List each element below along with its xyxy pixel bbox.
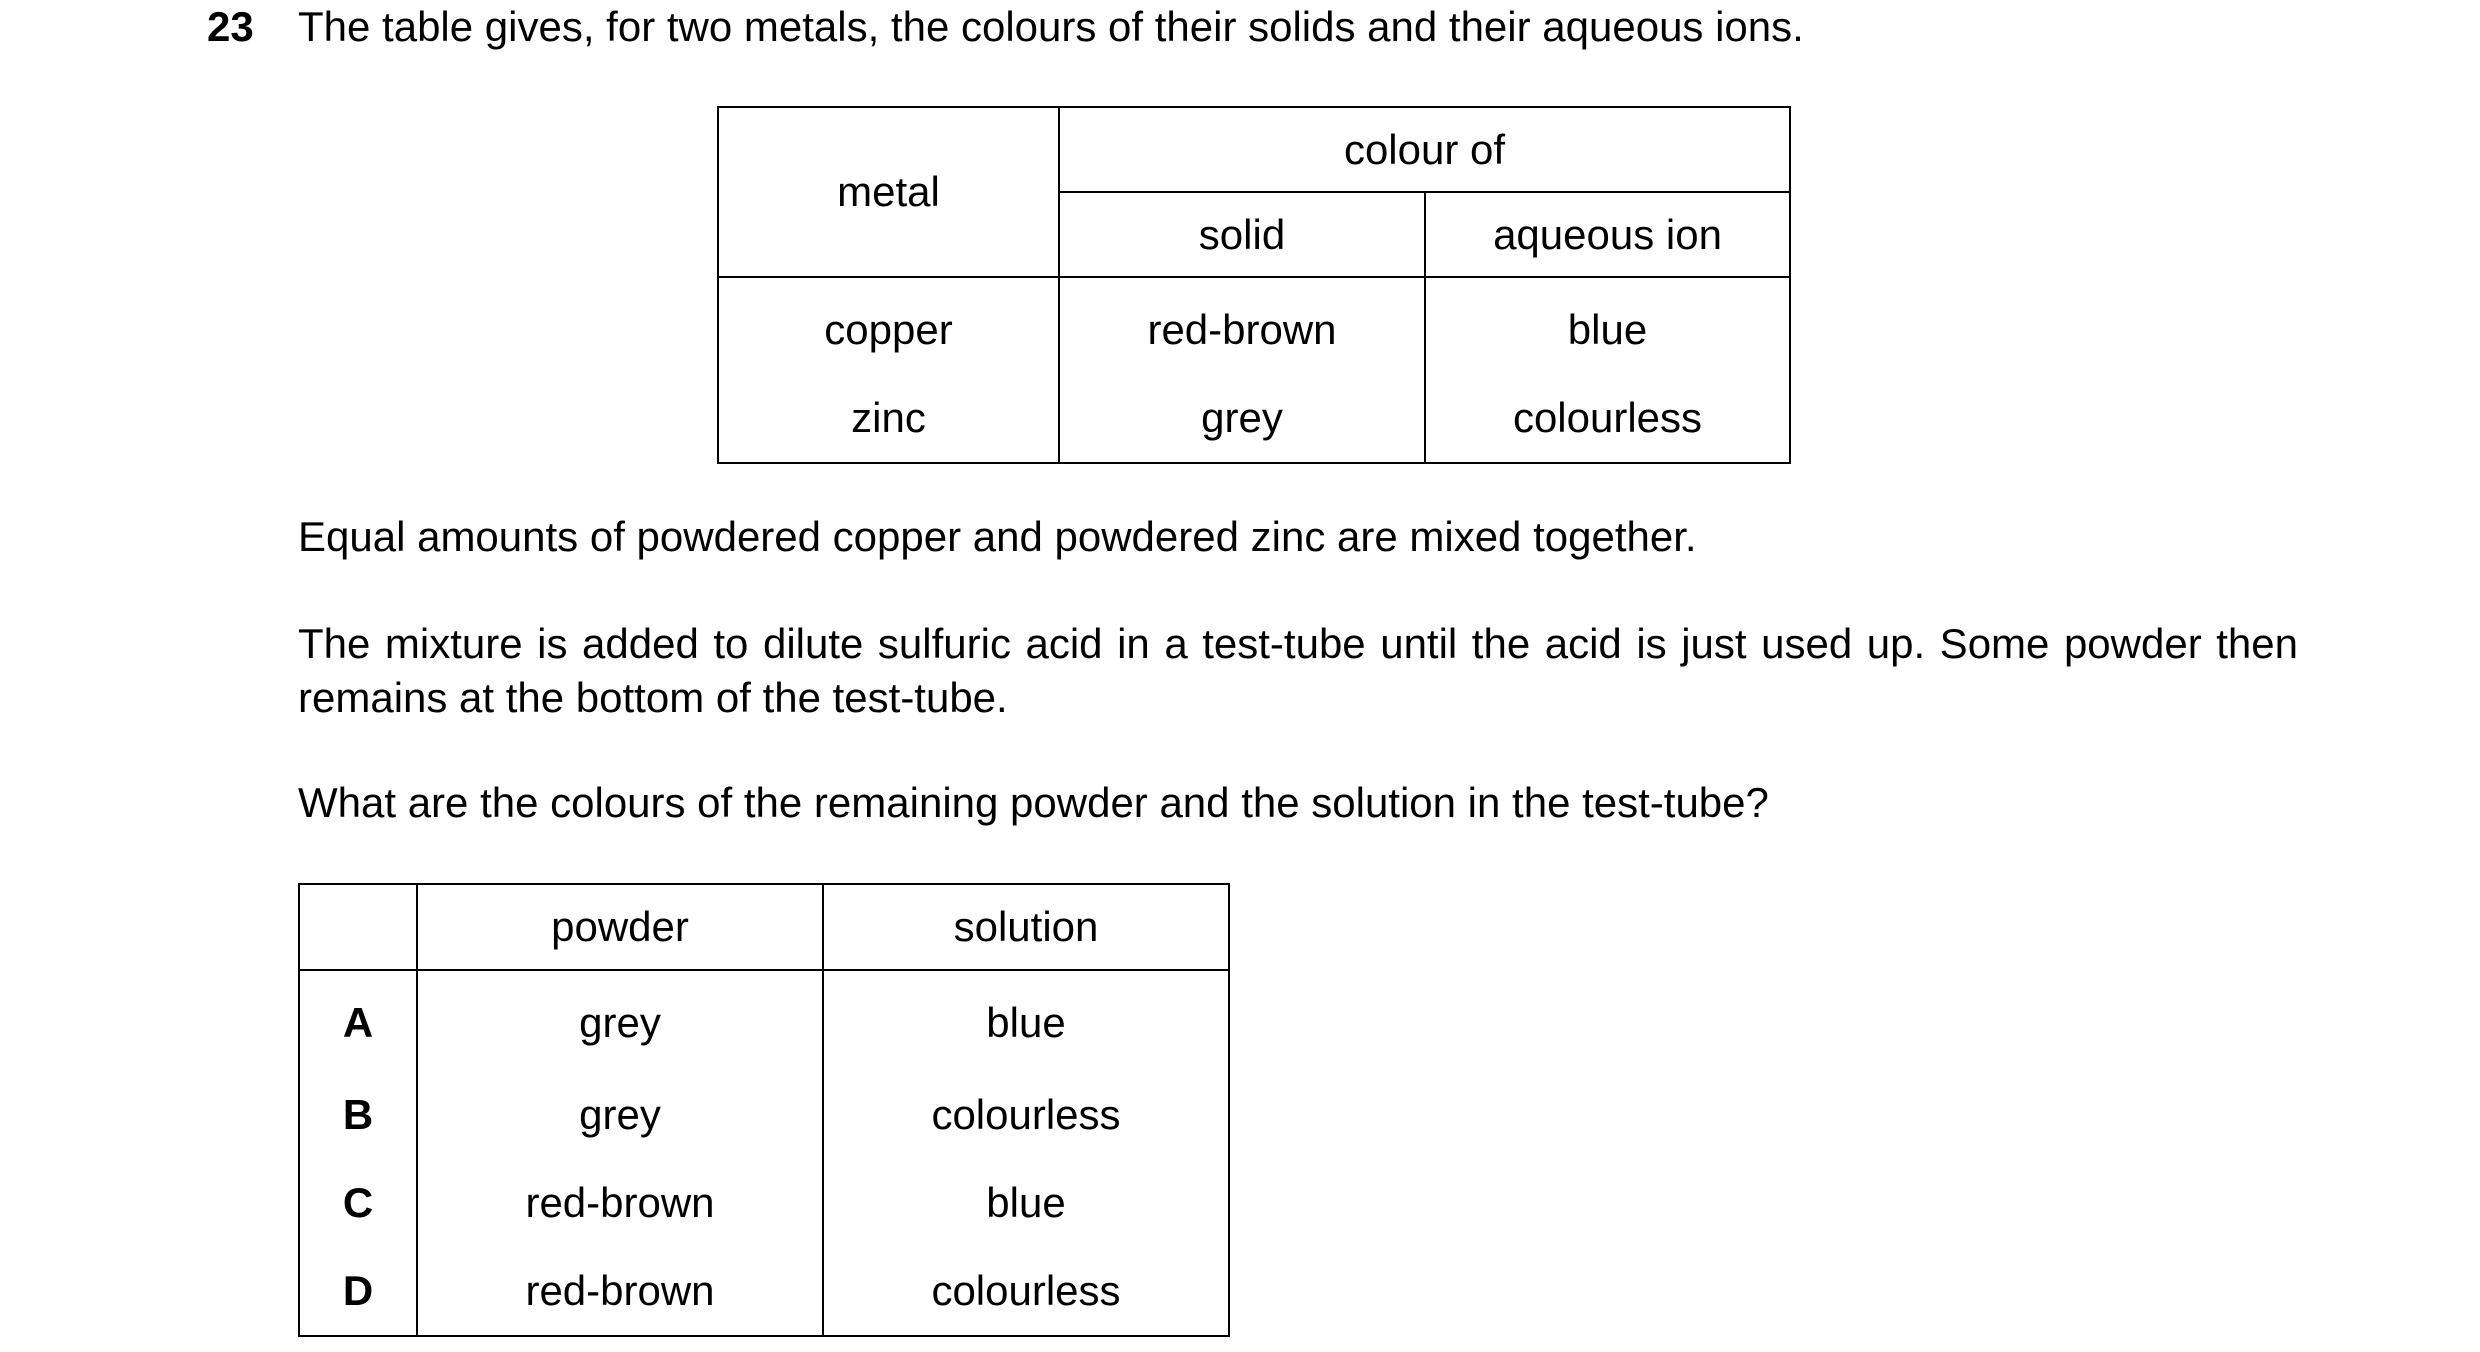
metal-cell: zinc bbox=[718, 374, 1059, 463]
header-colour-of: colour of bbox=[1059, 107, 1790, 192]
table-row bbox=[718, 374, 1790, 463]
powder-cell: grey bbox=[417, 1071, 823, 1159]
header-aqueous-ion: aqueous ion bbox=[1425, 192, 1790, 277]
option-key[interactable]: A bbox=[299, 970, 417, 1071]
metal-cell: copper bbox=[718, 277, 1059, 374]
paragraph-mixture: Equal amounts of powdered copper and powdered zinc are mixed together. bbox=[298, 513, 1697, 560]
powder-cell: red-brown bbox=[417, 1247, 823, 1336]
solution-cell: blue bbox=[823, 970, 1229, 1071]
ion-colour-cell: colourless bbox=[1425, 374, 1790, 463]
powder-cell: red-brown bbox=[417, 1159, 823, 1247]
solution-cell: colourless bbox=[823, 1071, 1229, 1159]
solution-cell: colourless bbox=[823, 1247, 1229, 1336]
header-metal: metal bbox=[718, 107, 1059, 277]
option-key[interactable]: B bbox=[299, 1071, 417, 1159]
header-powder: powder bbox=[417, 884, 823, 970]
question-number: 23 bbox=[207, 3, 254, 50]
option-row-d[interactable] bbox=[299, 1247, 1229, 1336]
table-row bbox=[718, 277, 1790, 374]
option-row-c[interactable] bbox=[299, 1159, 1229, 1247]
powder-cell: grey bbox=[417, 970, 823, 1071]
header-solution: solution bbox=[823, 884, 1229, 970]
ion-colour-cell: blue bbox=[1425, 277, 1790, 374]
header-solid: solid bbox=[1059, 192, 1425, 277]
paragraph-question: What are the colours of the remaining powder and the solution in the test-tube? bbox=[298, 779, 1769, 826]
option-row-a[interactable] bbox=[299, 970, 1229, 1071]
answer-options-table bbox=[298, 883, 1230, 1337]
solid-colour-cell: grey bbox=[1059, 374, 1425, 463]
question-stem: The table gives, for two metals, the colours of their solids and their aqueous ions. bbox=[298, 3, 1804, 50]
solution-cell: blue bbox=[823, 1159, 1229, 1247]
option-row-b[interactable] bbox=[299, 1071, 1229, 1159]
metal-colour-table bbox=[717, 106, 1791, 464]
paragraph-procedure: The mixture is added to dilute sulfuric acid in a test-tube until the acid is just used up. Some powder then remains at the bottom of the test-tube. bbox=[298, 620, 2298, 721]
solid-colour-cell: red-brown bbox=[1059, 277, 1425, 374]
option-key[interactable]: C bbox=[299, 1159, 417, 1247]
option-key[interactable]: D bbox=[299, 1247, 417, 1336]
header-key bbox=[299, 884, 417, 970]
